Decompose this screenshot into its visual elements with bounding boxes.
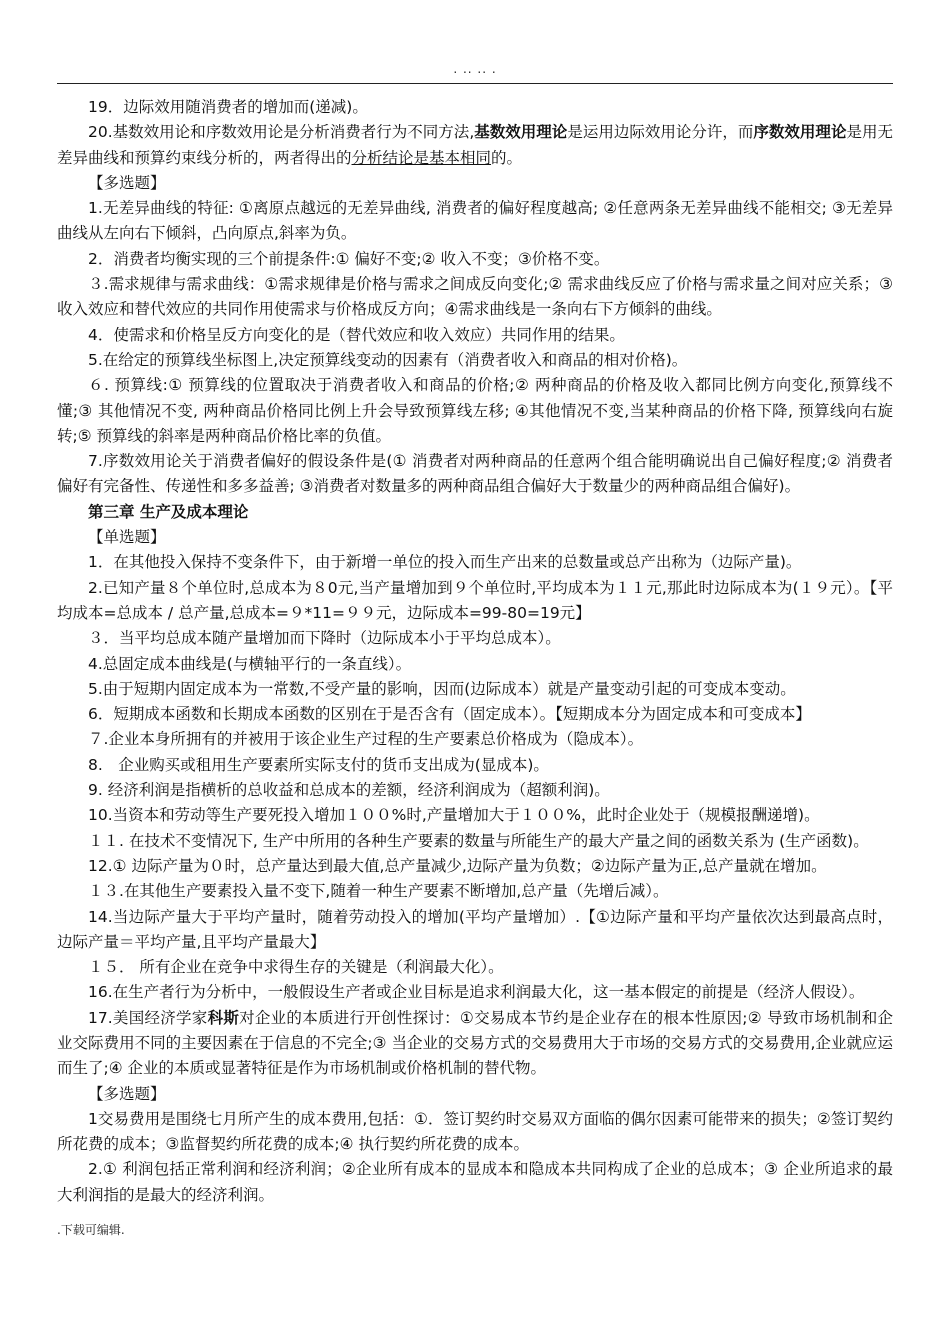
section-heading-multi-1: 【多选题】 xyxy=(88,173,166,192)
header-rule xyxy=(57,83,893,84)
section-heading-multi-2: 【多选题】 xyxy=(88,1084,166,1103)
paragraph-20-text-a: 20.基数效用论和序数效用论是分析消费者行为不同方法, xyxy=(88,123,475,142)
paragraph-20-text-g: 的。 xyxy=(491,148,523,167)
paragraph-20-text-e: 是用无差异曲线和预算约束线分析的，两者得出的 xyxy=(57,123,893,167)
multi-item-1: 1.无差异曲线的特征: ①离原点越远的无差异曲线, 消费者的偏好程度越高; ②任意两条无差异曲线不能相交; ③无差异曲线从左向右下倾斜，凸向原点,斜率为负。 xyxy=(57,199,893,243)
single-item-3: ３．当平均总成本随产量增加而下降时（边际成本小于平均总成本）。 xyxy=(88,629,561,648)
paragraph-20 xyxy=(57,120,893,171)
footer-note: .下载可编辑. xyxy=(57,1223,125,1237)
paragraph-20-text-c: 是运用边际效用论分许，而 xyxy=(567,123,754,142)
single-item-1: 1．在其他投入保持不变条件下，由于新增一单位的投入而生产出来的总数量或总产出称为（边际产量)。 xyxy=(88,553,802,572)
single-item-13: １３.在其他生产要素投入量不变下,随着一种生产要素不断增加,总产量（先增后减）。 xyxy=(88,882,669,901)
multi2-item-2: 2.① 利润包括正常利润和经济利润；②企业所有成本的显成本和隐成本共同构成了企业的总成本；③ 企业所追求的最大利润指的是最大的经济利润。 xyxy=(57,1160,893,1204)
single-item-11: １１. 在技术不变情况下, 生产中所用的各种生产要素的数量与所能生产的最大产量之间的函数关系为 (生产函数)。 xyxy=(88,831,869,850)
multi2-item-1: 1交易费用是围绕七月所产生的成本费用,包括：①．签订契约时交易双方面临的偶尔因素可能带来的损失；②签订契约所花费的成本；③监督契约所花费的成本;④ 执行契约所花费的成本。 xyxy=(57,1109,893,1154)
document-body xyxy=(57,95,893,1208)
paragraph-20-bold-ordinal: 序数效用理论 xyxy=(753,123,847,142)
single-item-17-bold-coase: 科斯 xyxy=(207,1008,240,1027)
single-item-8: 8. 企业购买或租用生产要素所实际支付的货币支出成为(显成本)。 xyxy=(88,755,549,774)
single-item-5: 5.由于短期内固定成本为一常数,不受产量的影响，因而(边际成本）就是产量变动引起的可变成本变动。 xyxy=(88,679,796,698)
single-item-7: ７.企业本身所拥有的并被用于该企业生产过程的生产要素总价格成为（隐成本）。 xyxy=(88,730,644,749)
multi-item-2: 2．消费者均衡实现的三个前提条件:① 偏好不变;② 收入不变；③价格不变。 xyxy=(88,249,610,268)
single-item-12: 12.① 边际产量为０时，总产量达到最大值,总产量减少,边际产量为负数；②边际产量为正,总产量就在增加。 xyxy=(88,856,827,875)
single-item-16: 16.在生产者行为分析中，一般假设生产者或企业目标是追求利润最大化，这一基本假定的前提是（经济人假设）。 xyxy=(88,983,865,1002)
single-item-17-text-c: 对企业的本质进行开创性探讨：①交易成本节约是企业存在的根本性原因;② 导致市场机制和企业交际费用不同的主要因素在于信息的不完全;③ 当企业的交易方式的交易费用大于市场的交易方式的交易费用,企业就应运而生了;④ 企业的本质或显著特征是作为市场机制或价格机制的替代物。 xyxy=(57,1008,893,1078)
chapter-3-title: 第三章 生产及成本理论 xyxy=(88,502,249,521)
multi-item-6: ６. 预算线:① 预算线的位置取决于消费者收入和商品的价格;② 两种商品的价格及收入都同比例方向变化,预算线不懂;③ 其他情况不变, 两种商品价格同比例上升会导致预算线左移; ④其他情况不变,当某种商品的价格下降, 预算线向右旋转;⑤ 预算线的斜率是两种商品价格比率的负值。 xyxy=(57,376,893,445)
paragraph-19: 19．边际效用随消费者的增加而(递减)。 xyxy=(88,98,368,116)
single-item-17-text-a: 17.美国经济学家 xyxy=(88,1008,208,1027)
single-item-6: 6．短期成本函数和长期成本函数的区别在于是否含有（固定成本）。【短期成本分为固定成本和可变成本】 xyxy=(88,705,811,724)
multi-item-5: 5.在给定的预算线坐标图上,决定预算线变动的因素有（消费者收入和商品的相对价格)。 xyxy=(88,350,688,369)
single-item-14: 14.当边际产量大于平均产量时，随着劳动投入的增加(平均产量增加）.【①边际产量和平均产量依次达到最高点时，边际产量＝平均产量,且平均产量最大】 xyxy=(57,907,893,951)
single-item-4: 4.总固定成本曲线是(与横轴平行的一条直线）。 xyxy=(88,654,412,673)
multi-item-7: 7.序数效用论关于消费者偏好的假设条件是(① 消费者对两种商品的任意两个组合能明确说出自己偏好程度;② 消费者偏好有完备性、传递性和多多益善; ③消费者对数量多的两种商品组合偏好大于数量少的两种商品组合偏好)。 xyxy=(57,452,893,496)
multi-item-4: 4．使需求和价格呈反方向变化的是（替代效应和收入效应）共同作用的结果。 xyxy=(88,325,625,344)
single-item-15: １５． 所有企业在竞争中求得生存的关键是（利润最大化）。 xyxy=(88,958,504,977)
single-item-17 xyxy=(57,1006,893,1082)
multi-item-3: ３.需求规律与需求曲线：①需求规律是价格与需求之间成反向变化;② 需求曲线反应了价格与需求量之间对应关系；③收入效应和替代效应的共同作用使需求与价格成反方向；④需求曲线是一条向右下方倾斜的曲线。 xyxy=(57,275,893,319)
paragraph-20-underlined: 分析结论是基本相同 xyxy=(351,148,492,167)
header-dots: . .. .. . xyxy=(453,62,497,76)
single-item-9: 9. 经济利润是指横析的总收益和总成本的差额，经济利润成为（超额利润)。 xyxy=(88,781,610,800)
single-item-2: 2.已知产量８个单位时,总成本为８0元,当产量增加到９个单位时,平均成本为１１元,那此时边际成本为(１９元）。【平均成本=总成本 / 总产量,总成本=９*11=９９元，边际成本=99-80=19元】 xyxy=(57,578,893,622)
single-item-10: 10.当资本和劳动等生产要死投入增加１００%时,产量增加大于１００%，此时企业处于（规模报酬递增)。 xyxy=(88,806,820,825)
section-heading-single: 【单选题】 xyxy=(88,528,166,547)
paragraph-20-bold-cardinal: 基数效用理论 xyxy=(474,123,568,142)
